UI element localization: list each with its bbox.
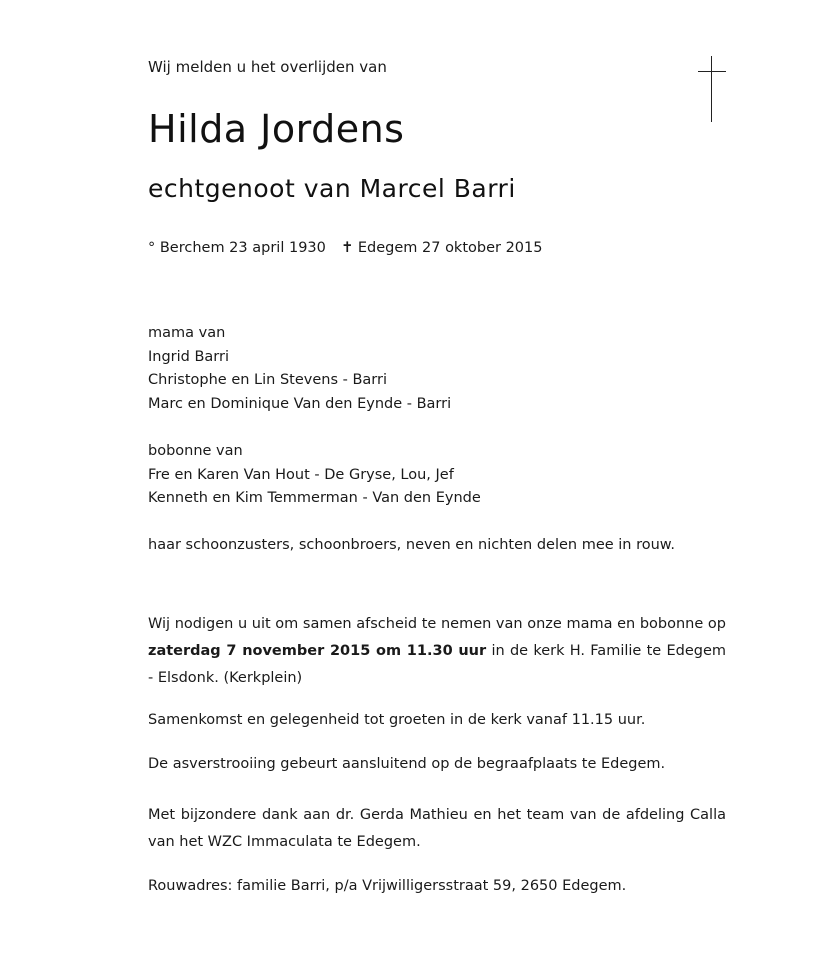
invitation-paragraph <box>148 611 726 692</box>
spouse-line: echtgenoot van Marcel Barri <box>148 174 516 203</box>
list-item: Ingrid Barri <box>148 348 230 365</box>
intro-text: Wij melden u het overlijden van <box>148 58 387 76</box>
invitation-before: Wij nodigen u uit om samen afscheid te nemen van onze mama en bobonne op <box>148 616 726 632</box>
gathering-text: Samenkomst en gelegenheid tot groeten in de kerk vanaf 11.15 uur. <box>148 712 646 728</box>
death-cross-icon: ✝ <box>341 240 354 256</box>
death-date: Edegem 27 oktober 2015 <box>357 240 543 256</box>
family-line <box>148 534 675 558</box>
family-text: haar schoonzusters, schoonbroers, neven en nichten delen mee in rouw. <box>148 537 675 553</box>
deceased-name: Hilda Jordens <box>148 107 405 151</box>
life-dates <box>148 238 543 258</box>
grandchildren-heading: bobonne van <box>148 443 243 459</box>
list-item: Kenneth en Kim Temmerman - Van den Eynde <box>148 490 481 506</box>
mourning-address: Rouwadres: familie Barri, p/a Vrijwilligersstraat 59, 2650 Edegem. <box>148 878 627 894</box>
list-item: Christophe en Lin Stevens - Barri <box>148 372 388 388</box>
thanks-paragraph: Met bijzondere dank aan dr. Gerda Mathieu en het team van de afdeling Calla van het WZC Immaculata te Edegem. <box>148 807 726 850</box>
birth-date: ° Berchem 23 april 1930 <box>148 240 326 256</box>
children-heading: mama van <box>148 325 226 341</box>
scattering-text: De asverstrooiing gebeurt aansluitend op de begraafplaats te Edegem. <box>148 756 666 772</box>
invitation-after: in de kerk H. Familie te Edegem - Elsdonk. (Kerkplein) <box>148 643 727 686</box>
list-item: Fre en Karen Van Hout - De Gryse, Lou, Jef <box>148 466 454 483</box>
grandchildren-list <box>148 440 481 511</box>
cross-icon <box>698 56 726 122</box>
children-list <box>148 322 451 416</box>
list-item: Marc en Dominique Van den Eynde - Barri <box>148 395 452 412</box>
invitation-date-time: zaterdag 7 november 2015 om 11.30 uur <box>148 643 487 659</box>
